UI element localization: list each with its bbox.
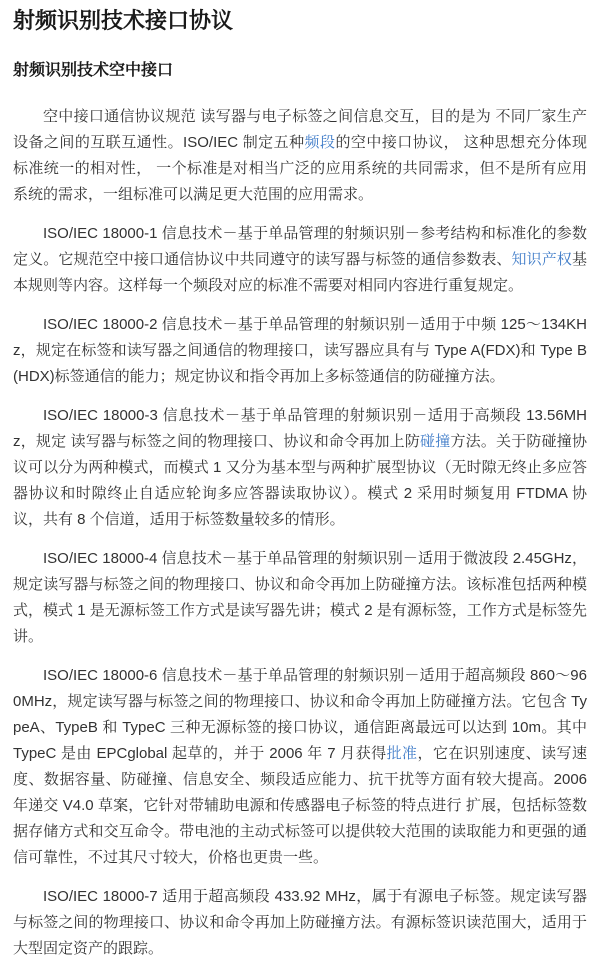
text-run: ISO/IEC 18000-4 信息技术－基于单品管理的射频识别－适用于微波段 2.45GHz，规定读写器与标签之间的物理接口、协议和命令再加上防碰撞方法。该标准包括两种模式，模式 1 是无源标签工作方式是读写器先讲；模式 2 是有源标签，工作方式是标签先讲。 [13,550,587,645]
paragraph [13,403,587,533]
inline-link[interactable]: 批准 [386,745,418,762]
page-title: 射频识别技术接口协议 [13,8,234,33]
paragraph [13,104,587,208]
text-run: ISO/IEC 18000-7 适用于超高频段 433.92 MHz，属于有源电子标签。规定读写器与标签之间的物理接口、协议和命令再加上防碰撞方法。有源标签识读范围大，适用于大型固定资产的跟踪。 [13,888,587,957]
article-body [13,104,587,962]
text-run: ISO/IEC 18000-1 信息技术－基于单品管理的射频识别－参考结构和标准化的参数定义。它规范空中接口通信协议中共同遵守的读写器与标签的通信参数表、 [13,225,587,268]
inline-link[interactable]: 碰撞 [420,433,451,450]
paragraph [13,312,587,390]
section-heading: 射频识别技术空中接口 [13,62,174,79]
paragraph [13,884,587,962]
text-run: 的空中接口协议， 这种思想充分体现 标准统一的相对性， 一个标准是对相当广泛的应用系统的共同需求，但不是所有应用系统的需求，一组标准可以满足更大范围的应用需求。 [13,134,587,203]
paragraph [13,546,587,650]
text-run: ISO/IEC 18000-2 信息技术－基于单品管理的射频识别－适用于中频 125～134KHz，规定在标签和读写器之间通信的物理接口，读写器应具有与 Type A(FDX)和 Type B(HDX)标签通信的能力；规定协议和指令再加上多标签通信的防碰撞方法。 [13,316,587,385]
text-run: ISO/IEC 18000-6 信息技术－基于单品管理的射频识别－适用于超高频段 860～960MHz，规定读写器与标签之间的物理接口、协议和命令再加上防碰撞方法。它包含 TypeA、TypeB 和 TypeC 三种无源标签的接口协议，通信距离最远可以达到 10m。其中 TypeC 是由 EPCglobal 起草的，并于 2006 年 7 月获得 [13,667,587,762]
text-run: 方法。关于防碰撞协议可以分为两种模式，而模式 1 又分为基本型与两种扩展型协议（无时隙无终止多应答器协议和时隙终止自适应轮询多应答器读取协议）。模式 2 采用时频复用 FTDMA 协议，共有 8 个信道，适用于标签数量较多的情形。 [13,433,587,528]
text-run: 基本规则等内容。这样每一个频段对应的标准不需要对相同内容进行重复规定。 [13,251,587,294]
paragraph [13,221,587,299]
text-run: ISO/IEC 18000-3 信息技术－基于单品管理的射频识别－适用于高频段 13.56MHz，规定 读写器与标签之间的物理接口、协议和命令再加上防 [13,407,587,450]
inline-link[interactable]: 知识产权 [511,251,572,268]
paragraph [13,663,587,871]
inline-link[interactable]: 频段 [304,134,336,151]
text-run: ，它在识别速度、读写速度、数据容量、防碰撞、信息安全、频段适应能力、抗干扰等方面有较大提高。2006 年递交 V4.0 草案，它针对带辅助电源和传感器电子标签的特点进行 扩展，包括标签数据存储方式和交互命令。带电池的主动式标签可以提供较大范围的读取能力和更强的通信可靠性，不过其尺寸较大，价格也更贵一些。 [13,745,587,866]
text-run: 空中接口通信协议规范 读写器与电子标签之间信息交互，目的是为 不同厂家生产设备之间的互联互通性。ISO/IEC 制定五种 [13,108,587,151]
